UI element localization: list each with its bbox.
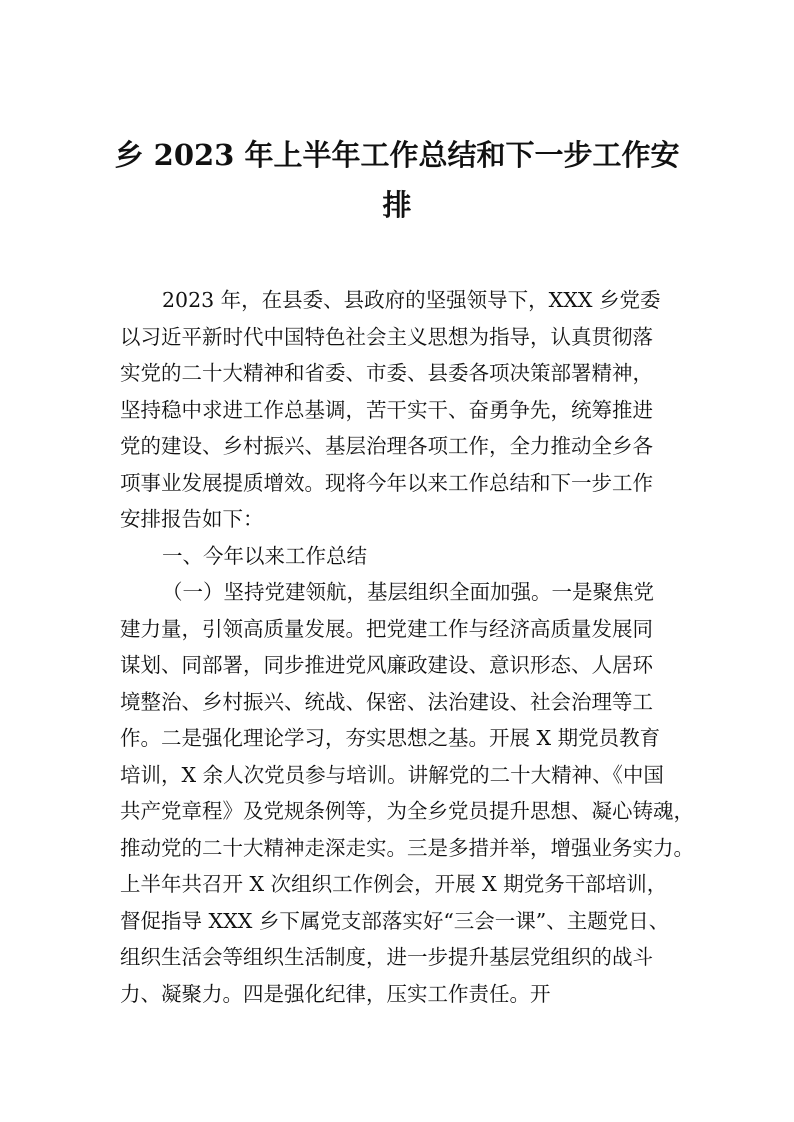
body-line: 共产党章程》及党规条例等，为全乡党员提升思想、凝心铸魂，	[120, 799, 694, 823]
body-line: 坚持稳中求进工作总基调，苦干实干、奋勇争先，统筹推进	[120, 397, 653, 422]
body-line: 作。二是强化理论学习，夯实思想之基。开展 X 期党员教育	[120, 726, 661, 750]
body-line: 实党的二十大精神和省委、市委、县委各项决策部署精神，	[120, 361, 653, 385]
body-line: 2023 年，在县委、县政府的坚强领导下，XXX 乡党委	[162, 288, 661, 312]
body-line: 安排报告如下：	[120, 507, 264, 531]
body-line: 建力量，引领高质量发展。把党建工作与经济高质量发展同	[120, 616, 653, 641]
body-line: 以习近平新时代中国特色社会主义思想为指导，认真贯彻落	[120, 324, 653, 349]
section-heading: 一、今年以来工作总结	[162, 543, 367, 568]
document-title	[0, 130, 794, 230]
subsection-heading-line: （一）坚持党建领航，基层组织全面加强。一是聚焦党	[162, 580, 654, 604]
title-line-2: 排	[382, 188, 412, 222]
body-line: 培训，X 余人次党员参与培训。讲解党的二十大精神、《中国	[120, 762, 664, 787]
body-line: 谋划、同部署，同步推进党风廉政建设、意识形态、人居环	[120, 653, 653, 677]
body-line: 上半年共召开 X 次组织工作例会，开展 X 期党务干部培训，	[120, 872, 668, 896]
body-line: 推动党的二十大精神走深走实。三是多措并举，增强业务实力。	[120, 835, 694, 860]
body-line: 督促指导 XXX 乡下属党支部落实好“三会一课”、主题党日、	[120, 908, 670, 933]
title-line-1: 乡 2023 年上半年工作总结和下一步工作安	[114, 138, 680, 172]
body-line: 党的建设、乡村振兴、基层治理各项工作，全力推动全乡各	[120, 434, 653, 458]
body-line: 项事业发展提质增效。现将今年以来工作总结和下一步工作	[120, 470, 653, 495]
body-line: 境整治、乡村振兴、统战、保密、法治建设、社会治理等工	[120, 689, 653, 714]
body-line: 组织生活会等组织生活制度，进一步提升基层党组织的战斗	[120, 945, 653, 969]
body-line: 力、凝聚力。四是强化纪律，压实工作责任。开	[120, 981, 551, 1006]
document-body	[120, 282, 694, 1012]
